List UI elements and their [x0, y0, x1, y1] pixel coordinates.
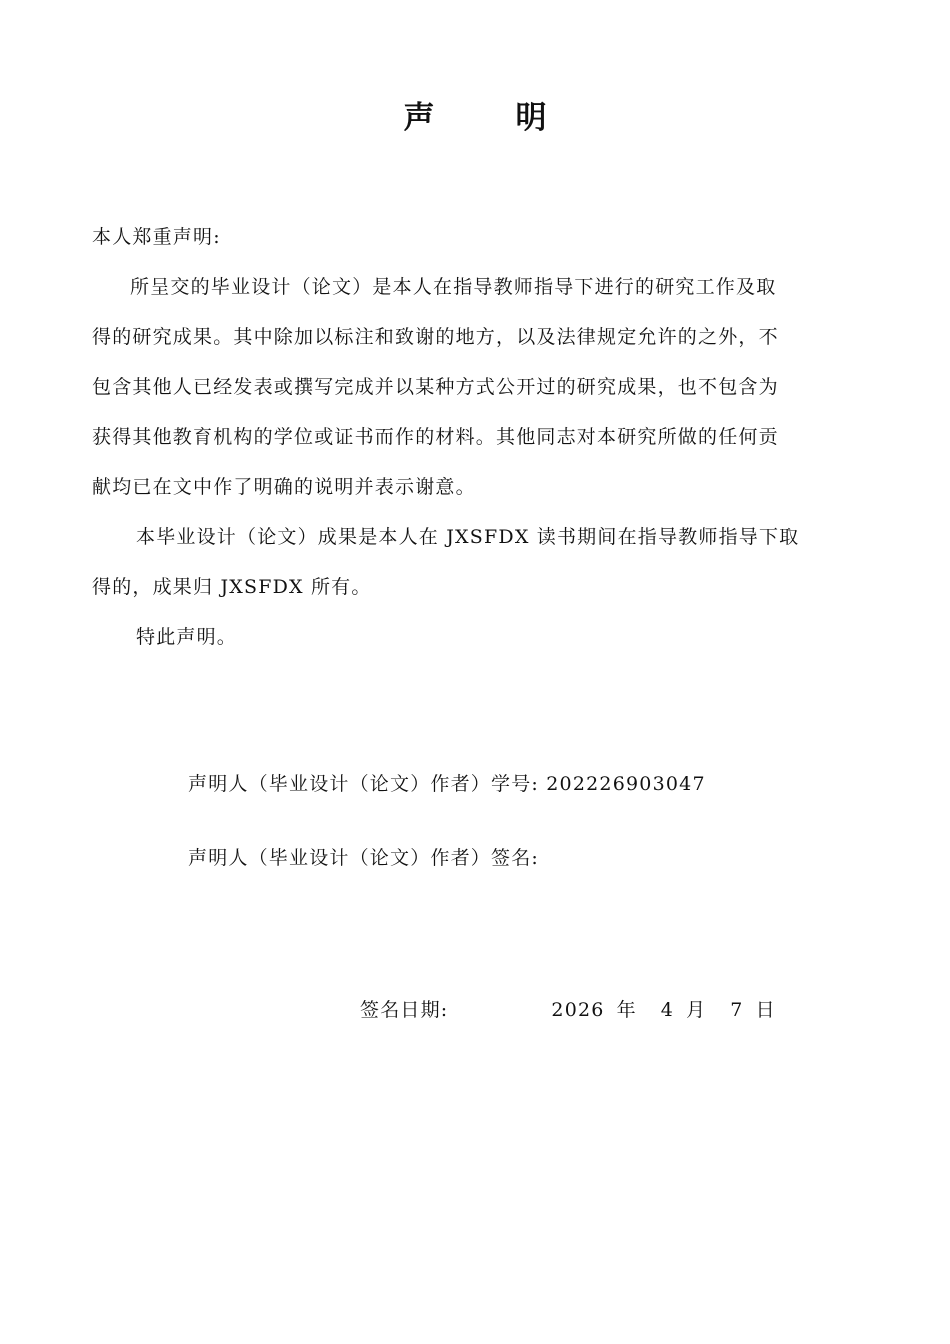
- paragraph-one-line-5: 献均已在文中作了明确的说明并表示谢意。: [92, 476, 476, 498]
- declaration-paragraph-two: [92, 512, 862, 612]
- closing-text: 特此声明。: [136, 626, 238, 648]
- title-char-second: 明: [515, 100, 547, 136]
- paragraph-one-line-4: 获得其他教育机构的学位或证书而作的材料。其他同志对本研究所做的任何贡: [92, 426, 779, 448]
- signature-date-row: [360, 994, 776, 1026]
- paragraph-two-text-1: 本毕业设计（论文）成果是本人在 JXSFDX 读书期间在指导教师指导下取: [136, 526, 800, 548]
- student-id-value: 202226903047: [546, 773, 706, 795]
- date-year-unit: 年: [616, 999, 637, 1021]
- student-id-label: 声明人（毕业设计（论文）作者）学号:: [188, 773, 540, 795]
- signature-date-label: 签名日期:: [360, 999, 449, 1021]
- closing-line: [92, 612, 862, 662]
- intro-text-block: [92, 212, 862, 262]
- date-month: 4: [660, 999, 675, 1021]
- paragraph-one-text-1: 所呈交的毕业设计（论文）是本人在指导教师指导下进行的研究工作及取: [130, 276, 777, 298]
- paragraph-one-line-1: [92, 262, 862, 312]
- title-char-first: 声: [403, 100, 435, 136]
- closing-paragraph: [92, 612, 862, 662]
- paragraph-two-line-2: 得的，成果归 JXSFDX 所有。: [92, 576, 372, 598]
- declaration-paragraph-one: [92, 262, 862, 512]
- date-year: 2026: [551, 999, 605, 1021]
- paragraph-one-line-3: 包含其他人已经发表或撰写完成并以某种方式公开过的研究成果，也不包含为: [92, 376, 779, 398]
- student-id-row: [188, 768, 706, 800]
- date-month-unit: 月: [686, 999, 707, 1021]
- paragraph-two-line-1: [92, 512, 862, 562]
- signature-label: 声明人（毕业设计（论文）作者）签名:: [188, 847, 540, 869]
- date-day: 7: [730, 999, 744, 1021]
- signature-row: [188, 842, 539, 874]
- signature-date-value: [551, 994, 775, 1026]
- intro-line: 本人郑重声明:: [92, 226, 221, 248]
- page-title: [0, 96, 950, 140]
- date-day-unit: 日: [755, 999, 776, 1021]
- paragraph-one-line-2: 得的研究成果。其中除加以标注和致谢的地方，以及法律规定允许的之外，不: [92, 326, 779, 348]
